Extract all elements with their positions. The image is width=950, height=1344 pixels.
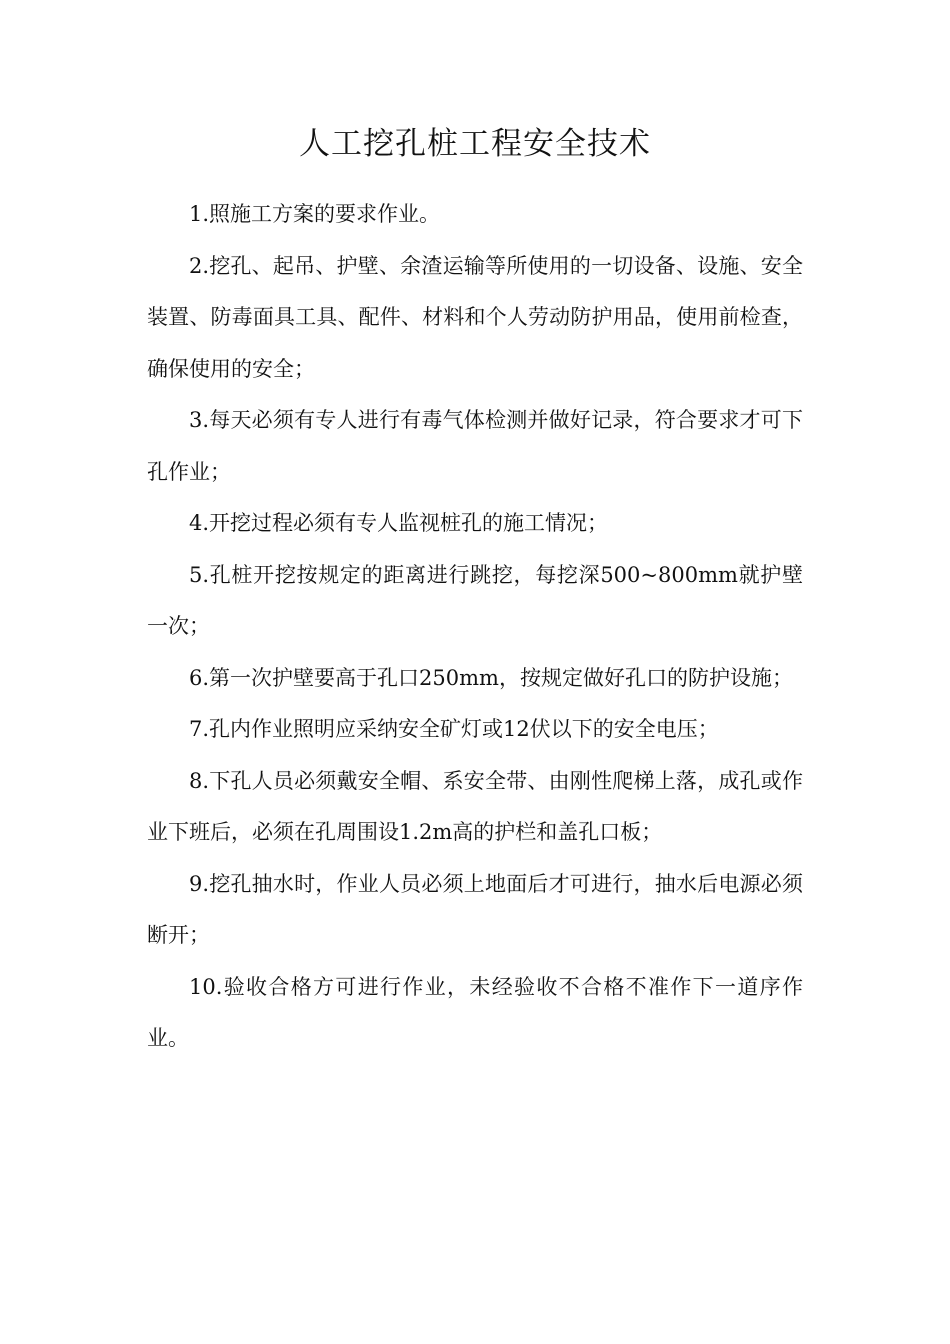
paragraph-9: 9.挖孔抽水时，作业人员必须上地面后才可进行，抽水后电源必须断开； [147,871,803,947]
paragraph-2: 2.挖孔、起吊、护壁、余渣运输等所使用的一切设备、设施、安全装置、防毒面具工具、配件、材料和个人劳动防护用品，使用前检查，确保使用的安全； [147,253,803,381]
paragraph-1: 1.照施工方案的要求作业。 [189,202,441,226]
document-title: 人工挖孔桩工程安全技术 [299,126,651,162]
paragraph-5: 5.孔桩开挖按规定的距离进行跳挖，每挖深500~800mm就护壁一次； [147,562,803,638]
paragraph-6: 6.第一次护壁要高于孔口250mm，按规定做好孔口的防护设施； [189,665,793,690]
paragraph-8: 8.下孔人员必须戴安全帽、系安全带、由刚性爬梯上落，成孔或作业下班后，必须在孔周围设1.2m高的护栏和盖孔口板； [147,768,803,844]
document-body [147,189,803,1065]
paragraph-4: 4.开挖过程必须有专人监视桩孔的施工情况； [189,511,609,535]
paragraph-3: 3.每天必须有专人进行有毒气体检测并做好记录，符合要求才可下孔作业； [147,408,803,484]
paragraph-7: 7.孔内作业照明应采纳安全矿灯或12伏以下的安全电压； [189,717,719,741]
paragraph-10: 10.验收合格方可进行作业，未经验收不合格不准作下一道序作业。 [147,974,803,1050]
